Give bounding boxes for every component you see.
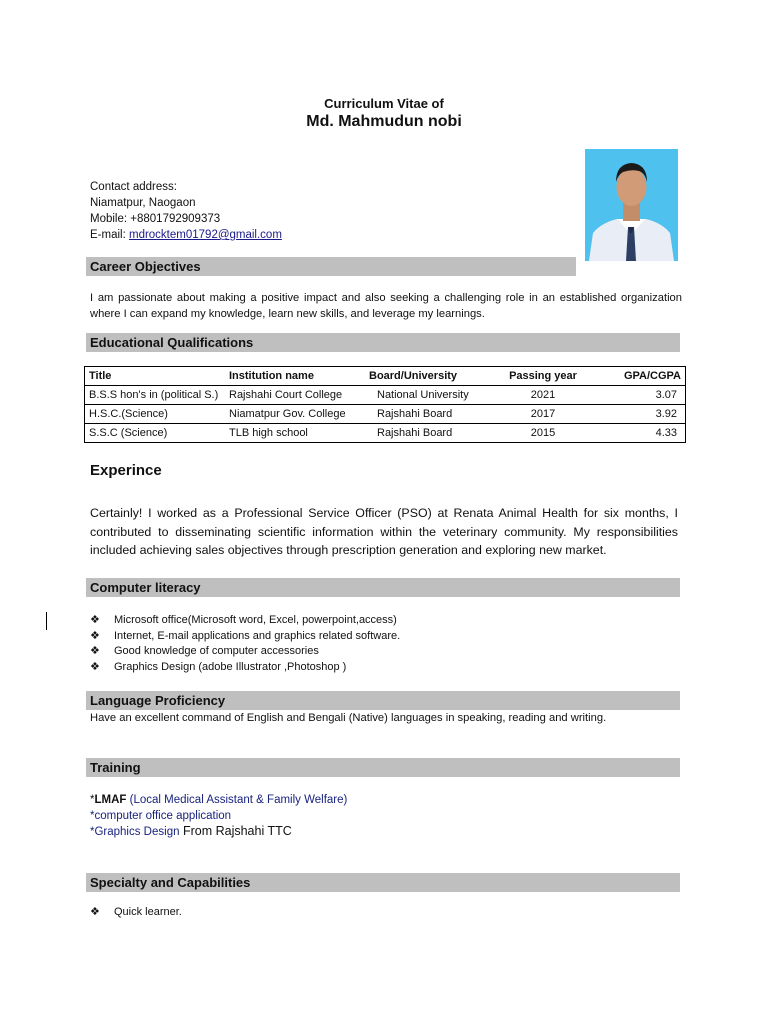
cell-title: B.S.S hon's in (political S.) <box>85 386 226 405</box>
text-cursor <box>46 612 47 630</box>
section-training: Training <box>86 758 680 777</box>
cell-title: S.S.C (Science) <box>85 424 226 443</box>
career-objectives-text: I am passionate about making a positive impact and also seeking a challenging role in an established organization where I can expand my knowledge, learn new skills, and leverage my learnings. <box>90 292 682 320</box>
bullet-icon: ❖ <box>90 629 100 642</box>
section-experience: Experince <box>90 462 162 479</box>
cell-gpa: 4.33 <box>595 424 686 443</box>
specialty-list <box>90 905 182 921</box>
header-passing-year: Passing year <box>491 367 595 386</box>
cell-gpa: 3.07 <box>595 386 686 405</box>
cell-institution: Rajshahi Court College <box>225 386 365 405</box>
contact-address: Niamatpur, Naogaon <box>90 197 196 209</box>
cell-institution: Niamatpur Gov. College <box>225 405 365 424</box>
training-list <box>90 793 347 841</box>
table-header-row <box>85 367 686 386</box>
language-text: Have an excellent command of English and Bengali (Native) languages in speaking, reading and writing. <box>90 712 607 724</box>
cell-title: H.S.C.(Science) <box>85 405 226 424</box>
bullet-icon: ❖ <box>90 660 100 673</box>
cell-passing-year: 2015 <box>491 424 595 443</box>
list-item: ❖ Internet, E-mail applications and graphics related software. <box>90 629 400 645</box>
list-item: ❖ Good knowledge of computer accessories <box>90 644 400 660</box>
table-row <box>85 424 686 443</box>
cell-board: National University <box>365 386 491 405</box>
header-institution: Institution name <box>225 367 365 386</box>
candidate-name: Md. Mahmudun nobi <box>306 113 462 130</box>
list-item: ❖ Microsoft office(Microsoft word, Excel, powerpoint,access) <box>90 613 400 629</box>
training-item-graphics: *Graphics Design From Rajshahi TTC <box>90 824 292 838</box>
profile-photo <box>585 149 678 261</box>
table-row <box>85 386 686 405</box>
bullet-icon: ❖ <box>90 906 100 918</box>
training-item-computer: *computer office application <box>90 809 232 822</box>
cell-board: Rajshahi Board <box>365 405 491 424</box>
contact-email-row <box>90 227 282 243</box>
section-career-objectives: Career Objectives <box>86 257 576 276</box>
table-row <box>85 405 686 424</box>
bullet-icon: ❖ <box>90 614 100 626</box>
computer-literacy-list <box>90 613 400 675</box>
cell-passing-year: 2021 <box>491 386 595 405</box>
cell-board: Rajshahi Board <box>365 424 491 443</box>
education-table <box>84 366 686 443</box>
section-computer-literacy: Computer literacy <box>86 578 680 597</box>
section-specialty: Specialty and Capabilities <box>86 873 680 892</box>
contact-label: Contact address: <box>90 181 177 193</box>
section-language-proficiency: Language Proficiency <box>86 691 680 710</box>
experience-text: Certainly! I worked as a Professional Service Officer (PSO) at Renata Animal Health for six months, I contributed to disseminating scientific information within the veterinary community. My responsibilities included achieving sales objectives through prescription generation and exploring new market. <box>90 506 678 557</box>
email-link[interactable]: mdrocktem01792@gmail.com <box>128 229 282 241</box>
contact-mobile: Mobile: +8801792909373 <box>90 213 221 225</box>
header-title: Title <box>85 367 226 386</box>
cell-institution: TLB high school <box>225 424 365 443</box>
bullet-icon: ❖ <box>90 645 100 657</box>
header-gpa: GPA/CGPA <box>595 367 686 386</box>
list-item: ❖ Quick learner. <box>90 905 182 921</box>
list-item: ❖ Graphics Design (adobe Illustrator ,Photoshop ) <box>90 660 400 676</box>
contact-block <box>90 179 282 243</box>
cell-gpa: 3.92 <box>595 405 686 424</box>
header-board: Board/University <box>365 367 491 386</box>
cell-passing-year: 2017 <box>491 405 595 424</box>
section-educational-qualifications: Educational Qualifications <box>86 333 680 352</box>
training-item-lmaf: *LMAF (Local Medical Assistant & Family Welfare) <box>90 794 348 806</box>
email-label: E-mail: <box>90 229 129 241</box>
cv-title: Curriculum Vitae of <box>324 96 444 111</box>
